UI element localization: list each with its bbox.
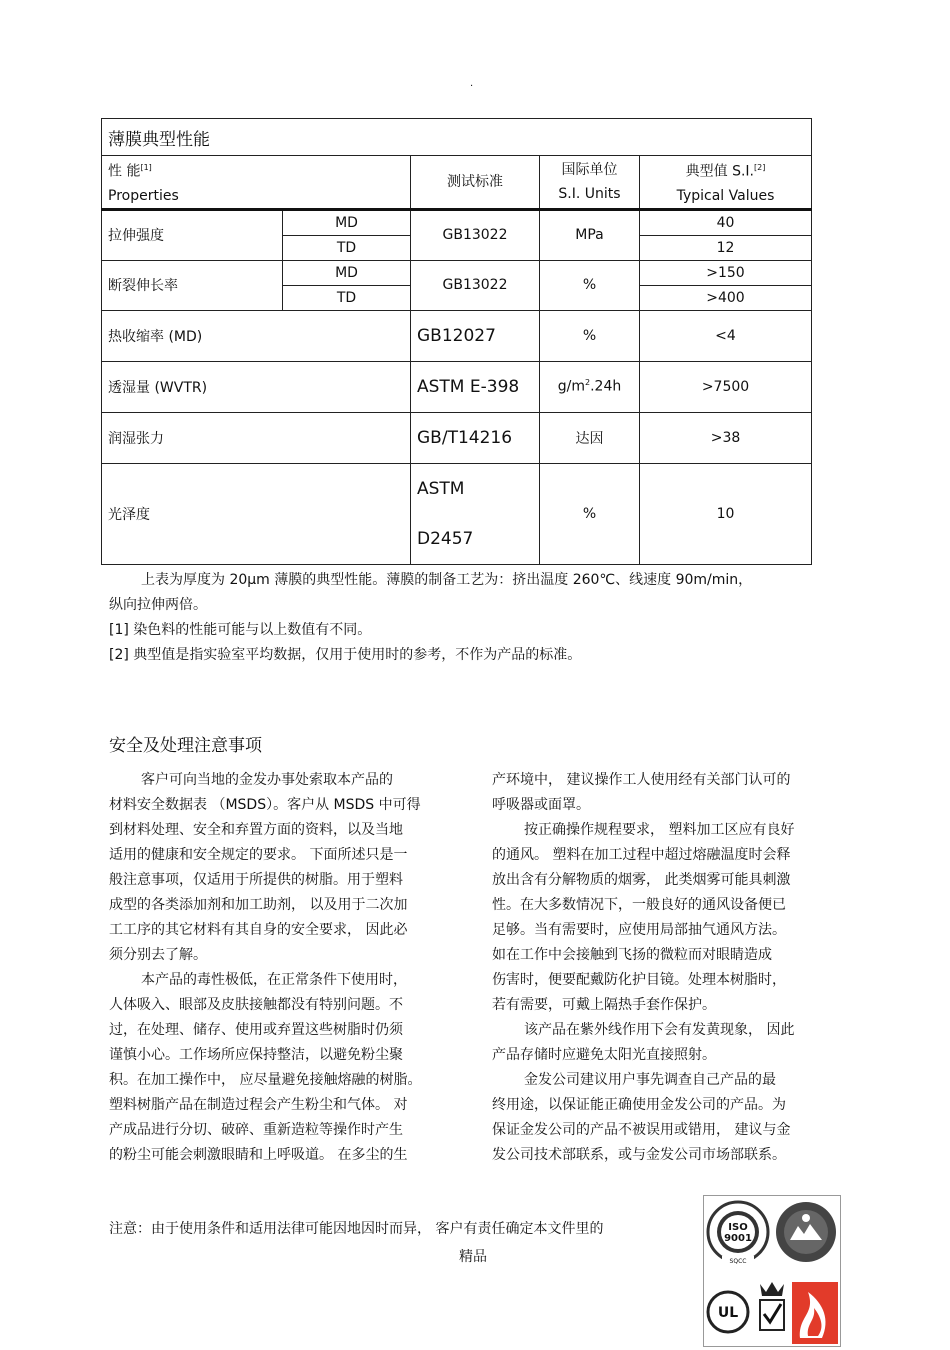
certification-logos (703, 1195, 841, 1347)
paragraph-line: 放出含有分解物质的烟雾， 此类烟雾可能具刺激 (492, 872, 791, 888)
certification-logos-graphic (704, 1196, 840, 1346)
svg-text:SQCC: SQCC (729, 1258, 747, 1265)
paragraph-line: 须分别去了解。 (109, 947, 207, 963)
paragraph-line: 塑料树脂产品在制造过程会产生粉尘和气体。 对 (109, 1097, 408, 1113)
header-typical: 典型值 S.I.[2] Typical Values (640, 156, 812, 210)
safety-right-column (492, 768, 842, 1168)
footer-watermark: 精品 (459, 1249, 487, 1265)
paragraph-line: 足够。当有需要时，应使用局部抽气通风方法。 (492, 922, 786, 938)
paragraph-line: 积。在加工操作中， 应尽量避免接触熔融的树脂。 (109, 1072, 422, 1088)
paragraph-line: 到材料处理、安全和弃置方面的资料，以及当地 (109, 822, 403, 838)
table-row: 断裂伸长率 MD GB13022 % >150 (102, 260, 812, 285)
paragraph-line: 客户可向当地的金发办事处索取本产品的 (141, 772, 393, 788)
paragraph-line: 般注意事项，仅适用于所提供的树脂。用于塑料 (109, 872, 403, 888)
svg-text:9001: 9001 (724, 1233, 752, 1244)
paragraph-line: 发公司技术部联系，或与金发公司市场部联系。 (492, 1147, 786, 1163)
paragraph-line: 谨慎小心。工作场所应保持整洁，以避免粉尘聚 (109, 1047, 403, 1063)
ccc-flame-logo (792, 1282, 838, 1344)
paragraph-line: 若有需要，可戴上隔热手套作保护。 (492, 997, 716, 1013)
paragraph-line: 材料安全数据表 （MSDS）。客户从 MSDS 中可得 (109, 797, 421, 813)
paragraph-line: 工工序的其它材料有其自身的安全要求， 因此必 (109, 922, 408, 938)
paragraph-line: 伤害时，便要配戴防化护目镜。处理本树脂时， (492, 972, 786, 988)
header-properties: 性 能[1] Properties (102, 156, 411, 210)
paragraph-line: 终用途，以保证能正确使用金发公司的产品。为 (492, 1097, 786, 1113)
paragraph-line: 按正确操作规程要求， 塑料加工区应有良好 (524, 822, 795, 838)
crown-check-logo (760, 1282, 784, 1330)
header-unit: 国际单位 S.I. Units (540, 156, 640, 210)
paragraph-line: 如在工作中会接触到飞扬的微粒而对眼睛造成 (492, 947, 772, 963)
table-row: TD 12 (102, 235, 812, 260)
paragraph-line: 产品存储时应避免太阳光直接照射。 (492, 1047, 716, 1063)
table-row: 润湿张力 GB/T14216 达因 >38 (102, 412, 812, 463)
paragraph-line: 性。在大多数情况下，一般良好的通风设备便已 (492, 897, 786, 913)
paragraph-line: 适用的健康和安全规定的要求。 下面所述只是一 (109, 847, 408, 863)
table-row: 热收缩率 (MD) GB12027 % <4 (102, 310, 812, 361)
table-row: TD >400 (102, 285, 812, 310)
paragraph-line: 成型的各类添加剂和加工助剂， 以及用于二次加 (109, 897, 408, 913)
page-dot: . (470, 78, 474, 89)
paragraph-line: 该产品在紫外线作用下会有发黄现象， 因此 (524, 1022, 795, 1038)
paragraph-line: 金发公司建议用户事先调查自己产品的最 (524, 1072, 776, 1088)
table-row: 拉伸强度 MD GB13022 MPa 40 (102, 209, 812, 235)
paragraph-line: 的通风。 塑料在加工过程中超过熔融温度时会释 (492, 847, 791, 863)
safety-left-column (109, 768, 459, 1168)
paragraph-line: 产环境中， 建议操作工人使用经有关部门认可的 (492, 772, 791, 788)
svg-text:UL: UL (717, 1305, 739, 1321)
paragraph-line: 过，在处理、储存、使用或弃置这些树脂时仍须 (109, 1022, 403, 1038)
paragraph-line: 呼吸器或面罩。 (492, 797, 590, 813)
table-notes: 上表为厚度为 20μm 薄膜的典型性能。薄膜的制备工艺为：挤出温度 260℃、线速度 90m/min， 纵向拉伸两倍。 [1] 染色料的性能可能与以上数值有不同。 [2] 典型值是指实验室平均数据，仅用于使用时的参考，不作为产品的标准。 (109, 572, 753, 663)
header-standard: 测试标准 (411, 156, 540, 210)
paragraph-line: 的粉尘可能会刺激眼睛和上呼吸道。 在多尘的生 (109, 1147, 408, 1163)
safety-heading: 安全及处理注意事项 (109, 736, 262, 756)
national-emblem-logo (776, 1202, 836, 1262)
ul-logo (708, 1292, 748, 1332)
paragraph-line: 人体吸入、眼部及皮肤接触都没有特别问题。不 (109, 997, 403, 1013)
paragraph-line: 产成品进行分切、破碎、重新造粒等操作时产生 (109, 1122, 403, 1138)
svg-text:ISO: ISO (728, 1222, 748, 1233)
table-row: 透湿量 (WVTR) ASTM E-398 $g/m^2.24h$ >7500 (102, 361, 812, 412)
paragraph-line: 保证金发公司的产品不被误用或错用， 建议与金 (492, 1122, 791, 1138)
properties-table (101, 118, 812, 565)
table-title: 薄膜典型性能 (102, 119, 812, 156)
table-row: 光泽度 ASTM D2457 % 10 (102, 463, 812, 564)
footer-notice: 注意：由于使用条件和适用法律可能因地因时而异， 客户有责任确定本文件里的 (109, 1221, 604, 1237)
paragraph-line: 本产品的毒性极低，在正常条件下使用时， (141, 972, 407, 988)
